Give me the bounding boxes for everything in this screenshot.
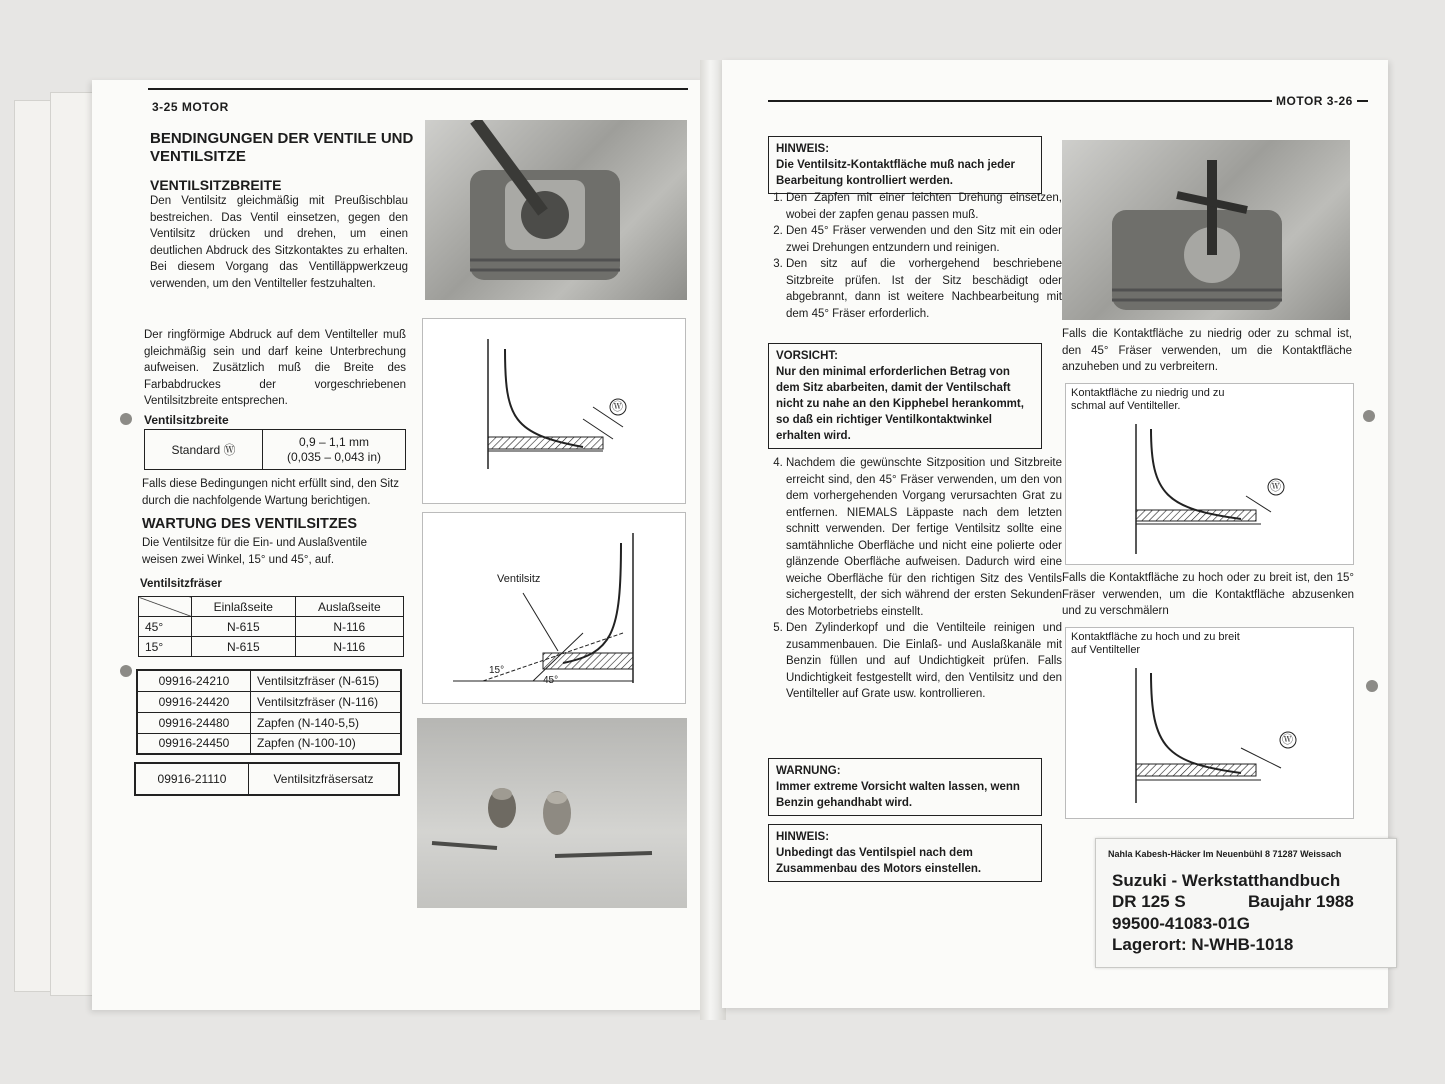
cutter-angle: 15°	[139, 637, 192, 657]
cutter-table-header	[139, 597, 404, 617]
tool-number: 09916-24420	[137, 691, 251, 712]
tool-name: Zapfen (N-100-10)	[251, 733, 402, 754]
width-label: Ventilsitzbreite	[144, 413, 229, 427]
label-model: DR 125 S	[1112, 892, 1186, 911]
high-wide-contact-figure	[1065, 627, 1354, 819]
list-item: 1. Den Zapfen mit einer leichten Drehung einsetzen, wobei der zapfen genau passen muß.	[786, 190, 1062, 223]
steps-list-b	[768, 455, 1062, 703]
standard-value	[263, 430, 406, 470]
seat-cutters-photo	[417, 718, 687, 908]
side-text-15: Falls die Kontaktfläche zu hoch oder zu breit ist, den 15° Fräser verwenden, um die Kontaktfläche abzusenken und zu verschmälern	[1062, 572, 1354, 617]
seat-contact-diagram	[422, 318, 686, 504]
w-symbol: Ⓦ	[1282, 734, 1293, 746]
angle-45-label: 45°	[543, 675, 559, 686]
tool-set-table	[134, 762, 400, 796]
standard-width-table	[144, 429, 406, 470]
note-box-1	[768, 136, 1042, 194]
caution-text: Nur den minimal erforderlichen Betrag von dem Sitz abarbeiten, damit der Ventilschaft nicht zu nahe an den Kipphebel herankommt, so daß ein richtiger Ventilkontaktwinkel erhalten wird.	[776, 366, 1024, 442]
seat-contact-drawing	[423, 319, 685, 503]
cutters-and-pilots-illustration	[417, 718, 687, 908]
cutter-table	[138, 596, 404, 657]
tool-number: 09916-24450	[137, 733, 251, 754]
label-address: Nahla Kabesh-Häcker Im Neuenbühl 8 71287 Weissach	[1108, 849, 1342, 859]
table-row	[137, 691, 401, 712]
label-location: Lagerort: N-WHB-1018	[1112, 935, 1294, 954]
paragraph-imprint: Der ringförmige Abdruck auf dem Ventilteller muß gleichmäßig sein und darf keine Unterbrechung aufweisen. Zusätzlich muß die Breite des Farbabdruckes der vorgeschriebenen Ventilsitzbreite entsprechen.	[144, 329, 406, 407]
table-row	[139, 637, 404, 657]
tool-set-number: 09916-21110	[135, 763, 249, 795]
cutter-intake: N-615	[192, 637, 296, 657]
binder-hole-left-bottom	[120, 665, 132, 677]
low-narrow-contact-figure	[1065, 383, 1354, 565]
left-page-title: BENDINGUNGEN DER VENTILE UND VENTILSITZE	[150, 130, 414, 165]
tool-name: Ventilsitzfräser (N-116)	[251, 691, 402, 712]
left-header-rule	[148, 88, 688, 90]
section-wartung: WARTUNG DES VENTILSITZES	[142, 516, 358, 532]
inventory-label	[1095, 838, 1397, 968]
binder-hole-right-top	[1363, 410, 1375, 422]
table-row	[137, 712, 401, 733]
valve-seat-angle-diagram	[422, 512, 686, 704]
fig1-caption: Kontaktfläche zu niedrig und zu schmal auf Ventilteller.	[1071, 387, 1225, 412]
warning-box	[768, 758, 1042, 816]
left-page-header: 3-25 MOTOR	[152, 100, 229, 114]
left-page	[92, 80, 704, 1010]
tool-name: Zapfen (N-140-5,5)	[251, 712, 402, 733]
standard-value-in: (0,035 – 0,043 in)	[286, 449, 382, 464]
cylinder-head-photo	[425, 120, 687, 300]
label-year: Baujahr 1988	[1248, 892, 1354, 911]
tool-table	[136, 669, 402, 755]
table-row	[139, 617, 404, 637]
fig2-caption: Kontaktfläche zu hoch und zu breit auf Ventilteller	[1071, 631, 1240, 656]
cutter-header-intake: Einlaßseite	[192, 597, 296, 617]
caution-title: VORSICHT:	[776, 350, 838, 362]
cylinder-head-illustration	[425, 120, 687, 300]
warning-title: WARNUNG:	[776, 765, 841, 777]
tool-set-name: Ventilsitzfräsersatz	[249, 763, 400, 795]
standard-label: Standard Ⓦ	[145, 430, 263, 470]
cutter-angle: 45°	[139, 617, 192, 637]
cutter-label: Ventilsitzfräser	[140, 578, 222, 590]
paragraph-correction: Falls diese Bedingungen nicht erfüllt sind, den Sitz durch die nachfolgende Wartung berichtigen.	[142, 478, 399, 507]
cutter-intake: N-615	[192, 617, 296, 637]
cutter-in-use-illustration	[1062, 140, 1350, 320]
section-ventilsitzbreite: VENTILSITZBREITE	[150, 177, 282, 193]
cutter-header-empty	[139, 597, 192, 617]
table-row	[137, 670, 401, 691]
tool-name: Ventilsitzfräser (N-615)	[251, 670, 402, 691]
side-text-45: Falls die Kontaktfläche zu niedrig oder zu schmal ist, den 45° Fräser verwenden, um die Kontaktfläche anzuheben und zu verbreitern.	[1062, 328, 1352, 373]
tool-number: 09916-24210	[137, 670, 251, 691]
tool-number: 09916-24480	[137, 712, 251, 733]
cutter-in-use-photo	[1062, 140, 1350, 320]
cutter-exhaust: N-116	[295, 637, 403, 657]
right-page-header: MOTOR 3-26	[1272, 94, 1357, 108]
list-item: 5. Den Zylinderkopf und die Ventilteile reinigen und zusammenbauen. Die Einlaß- und Auslaßkanäle mit Benzin füllen und auf Undichtigkeit prüfen. Falls Undichtigkeit festgestellt wird, den Ventilsitz und den Ventilteller auf Grate usw. kontrollieren.	[786, 620, 1062, 703]
table-row	[137, 733, 401, 754]
label-title: Suzuki - Werkstatthandbuch	[1112, 871, 1341, 890]
note2-text: Unbedingt das Ventilspiel nach dem Zusammenbau des Motors einstellen.	[776, 847, 982, 875]
warning-text: Immer extreme Vorsicht walten lassen, wenn Benzin gehandhabt wird.	[776, 781, 1020, 809]
list-item: 2. Den 45° Fräser verwenden und den Sitz mit ein oder zwei Drehungen entzundern und reinigen.	[786, 223, 1062, 256]
binder-hole-left-top	[120, 413, 132, 425]
cutter-header-exhaust: Auslaßseite	[295, 597, 403, 617]
valve-seat-label: Ventilsitz	[497, 573, 541, 585]
paragraph-two-angles: Die Ventilsitze für die Ein- und Auslaßventile weisen zwei Winkel, 15° und 45°, auf.	[142, 537, 368, 566]
list-item: 4. Nachdem die gewünschte Sitzposition und Sitzbreite erreicht sind, den 45° Fräser verwenden, um den von dem vorhergehenden Vorgang verursachten Grat zu entfernen. NIEMALS Läppaste nach dem letzten schnitt verwenden. Der fertige Ventilsitz sollte eine samtähnliche Oberfläche und nicht eine polierte oder glänzende Oberfläche aufweisen. Dadurch wird eine weiche Oberfläche für den richtigen Sitz des Ventils sichergestellt, der sich während der ersten Sekunden des Motorbetriebs einstellt.	[786, 455, 1062, 620]
w-symbol: Ⓦ	[1270, 481, 1281, 493]
label-part-number: 99500-41083-01G	[1112, 914, 1251, 933]
steps-list-a	[768, 190, 1062, 322]
standard-value-mm: 0,9 – 1,1 mm	[298, 434, 370, 449]
note-box-2	[768, 824, 1042, 882]
angle-15-label: 15°	[489, 665, 505, 676]
note1-title: HINWEIS:	[776, 143, 830, 155]
list-item: 3. Den sitz auf die vorhergehend beschriebene Sitzbreite prüfen. Ist der Sitz beschädigt oder abgebrannt, dann ist weitere Nachbearbeitung mit dem 45° Fräser erforderlich.	[786, 256, 1062, 322]
note1-text: Die Ventilsitz-Kontaktfläche muß nach jeder Bearbeitung kontrolliert werden.	[776, 159, 1015, 187]
note2-title: HINWEIS:	[776, 831, 830, 843]
paragraph-prussian-blue: Den Ventilsitz gleichmäßig mit Preußischblau bestreichen. Das Ventil einsetzen, gegen den Ventilsitz drücken und drehen, um einen deutlichen Abdruck des Sitzkontaktes zu erhalten. Bei diesem Vorgang das Ventilläppwerkzeug verwenden, um den Ventilteller festzuhalten.	[150, 195, 408, 290]
cutter-exhaust: N-116	[295, 617, 403, 637]
binder-hole-right-bottom	[1366, 680, 1378, 692]
caution-box	[768, 343, 1042, 449]
w-symbol: Ⓦ	[612, 401, 623, 413]
